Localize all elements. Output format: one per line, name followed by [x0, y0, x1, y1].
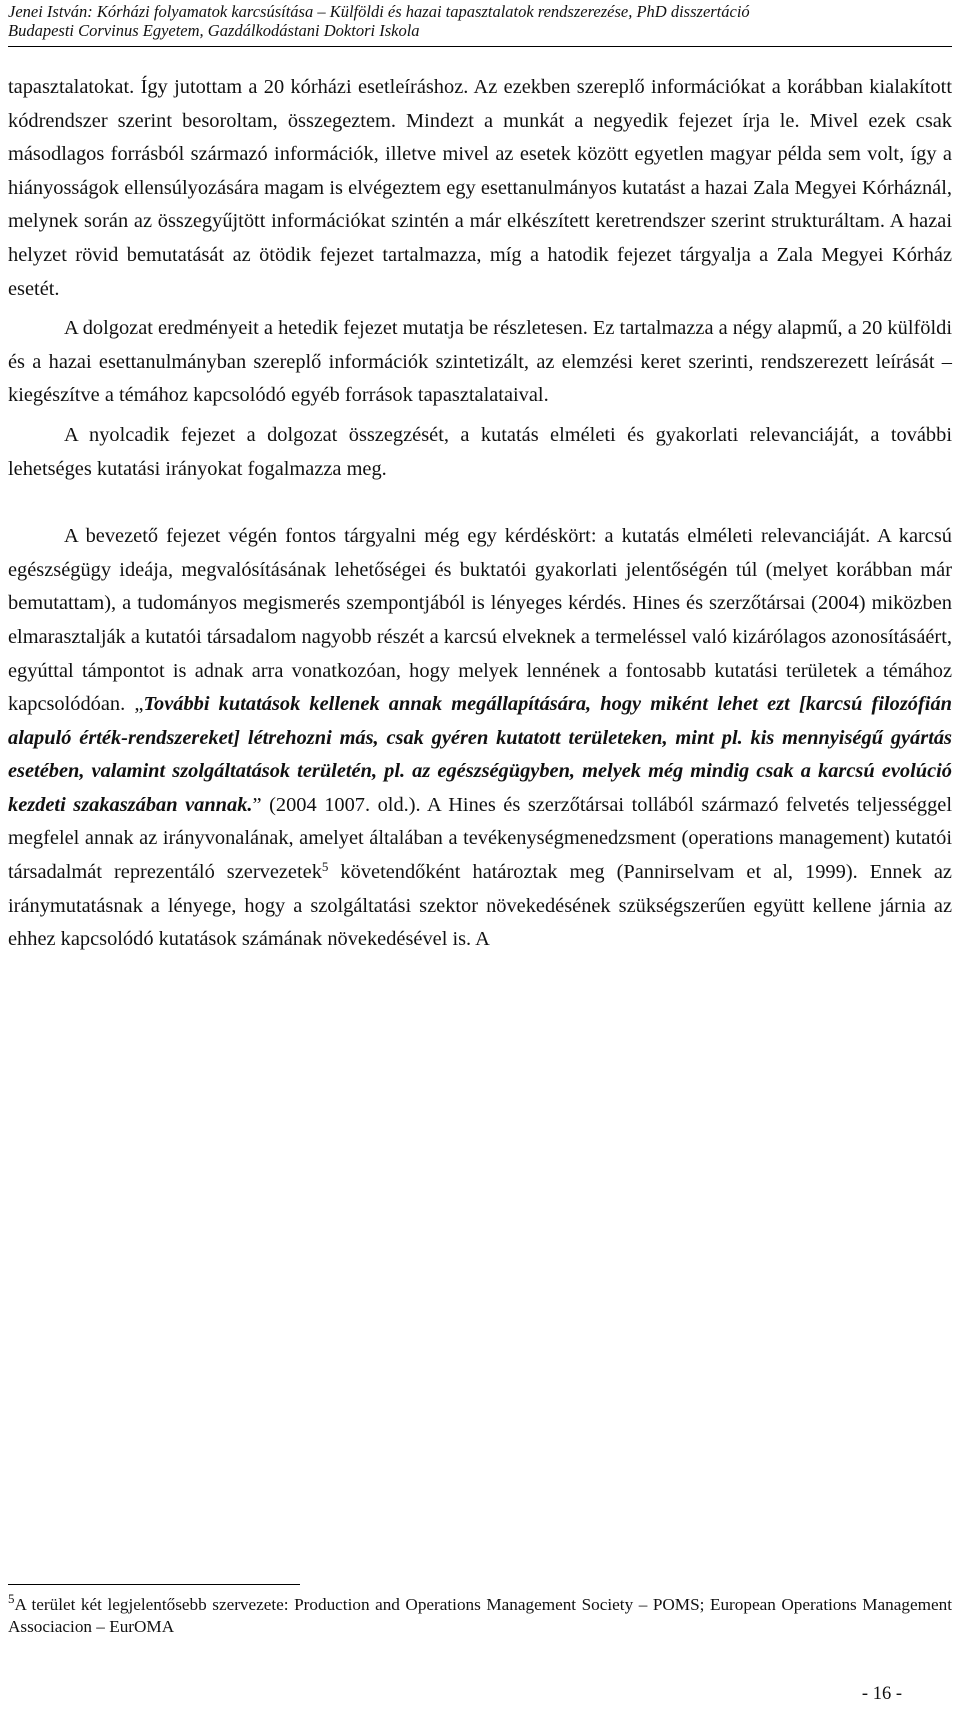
paragraph-4-end: követendőként határoztak meg (Pannirselvam et al, 1999). Ennek az iránymutatásnak a lényege, hogy a szolgáltatási szektor növekedésének szükségszerűen együtt kellene járnia az ehhez kapcsolódó kutatások számának növekedésével is. A: [8, 861, 952, 951]
footnote: [8, 1591, 952, 1638]
footnote-marker: 5: [8, 1591, 15, 1606]
paragraph-2: A dolgozat eredményeit a hetedik fejezet mutatja be részletesen. Ez tartalmazza a négy alapmű, a 20 külföldi és a hazai esettanulmányban szereplő információk szintetizált, az elemzési keret szerinti, rendszerezett leírását – kiegészítve a témához kapcsolódó egyéb források tapasztalataival.: [8, 317, 952, 407]
footnote-divider: [8, 1584, 300, 1585]
paragraph-3: A nyolcadik fejezet a dolgozat összegzését, a kutatás elméleti és gyakorlati relevanciáját, a további lehetséges kutatási irányokat fogalmazza meg.: [8, 423, 952, 480]
paragraph-4-intro: A bevezető fejezet végén fontos tárgyalni még egy kérdéskört: a kutatás elméleti relevanciáját. A karcsú egészségügy ideája, megvalósításának lehetőségei és buktatói gyakorlati jelentőségén túl (melyet korábban már bemutattam), a tudományos megismerés szempontjából is lényeges kérdés. Hines és szerzőtársai (2004) miközben elmarasztalják a kutatói társadalom nagyobb részét a karcsú elveknek a termeléssel való kizárólagos azonosításáért, egyúttal támpontot is adnak arra vonatkozóan, hogy melyek lennének a fontosabb kutatási területek a témához kapcsolódóan. „: [8, 525, 952, 716]
page-number: - 16 -: [861, 1684, 902, 1704]
header-divider: [8, 46, 952, 47]
footnote-reference: 5: [321, 859, 329, 875]
paragraph-4: [8, 520, 952, 957]
paragraph-4-continuation: ” (2004 1007. old.). A Hines és szerzőtársai tollából származó felvetés teljességgel megfelel annak az irányvonalának, amelyet általában a tevékenységmenedzsment (operations management) kutatói társadalmát reprezentáló szervezetek: [8, 793, 952, 884]
footnote-text: A terület két legjelentősebb szervezete: Production and Operations Management Society – POMS; European Operations Management Associacion – EurOMA: [8, 1595, 952, 1636]
header-line-institution: Budapesti Corvinus Egyetem, Gazdálkodástani Doktori Iskola: [8, 21, 420, 40]
hines-quote: További kutatások kellenek annak megállapítására, hogy miként lehet ezt [karcsú filozófián alapuló érték-rendszereket] létrehozni más, csak gyéren kutatott területeken, mint pl. kis mennyiségű gyártás esetében, valamint szolgáltatások területén, pl. az egészségügyben, melyek még mindig csak a karcsú evolúció kezdeti szakaszában vannak.: [8, 693, 952, 816]
running-header: [8, 2, 952, 40]
main-text: [8, 71, 952, 957]
header-line-author-title: Jenei István: Kórházi folyamatok karcsúsítása – Külföldi és hazai tapasztalatok rendszerezése, PhD disszertáció: [8, 2, 750, 21]
paragraph-1: tapasztalatokat. Így jutottam a 20 kórházi esetleíráshoz. Az ezekben szereplő információkat a korábban kialakított kódrendszer szerint besoroltam, összegeztem. Mindezt a munkát a negyedik fejezet írja le. Mivel ezek csak másodlagos forrásból származó információk, illetve mivel az esetek között egyetlen magyar példa sem volt, így a hiányosságok ellensúlyozására magam is elvégeztem egy esettanulmányos kutatást a hazai Zala Megyei Kórháznál, melynek során az összegyűjtött információkat szintén a már elkészített keretrendszer szerint strukturáltam. A hazai helyzet rövid bemutatását az ötödik fejezet tartalmazza, míg a hatodik fejezet tárgyalja a Zala Megyei Kórház esetét.: [8, 76, 952, 300]
